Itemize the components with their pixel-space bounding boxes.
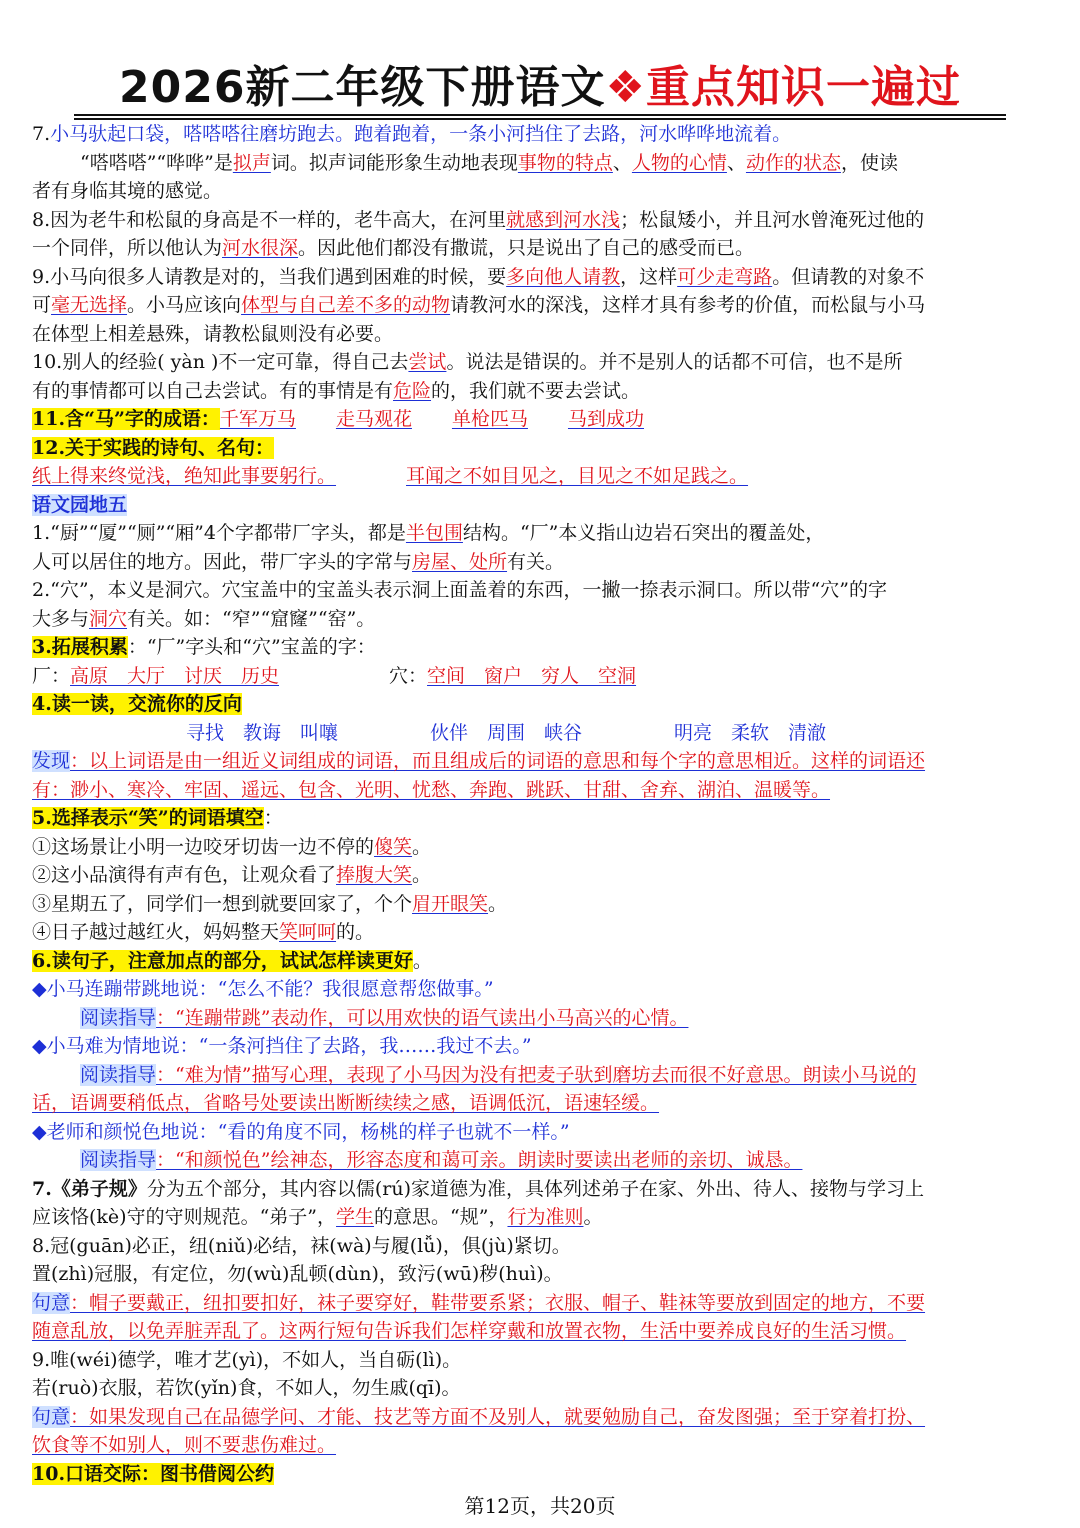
yuandi-6: 6.读句子，注意加点的部分，试试怎样读更好。 [32, 949, 432, 972]
para-7b: “嗒嗒嗒”“哗哗”是拟声词。拟声词能形象生动地表现事物的特点、人物的心情、动作的状态，使读 [80, 151, 898, 174]
yuandi-5-s1: ①这场景让小明一边咬牙切齿一边不停的傻笑。 [32, 835, 432, 858]
para-12-poems: 纸上得来终觉浅，绝知此事要躬行。 耳闻之不如目见之，目见之不如足践之。 [32, 465, 749, 487]
diamond-icon: ❖ [605, 62, 646, 113]
yuandi-9a: 9.唯(wéi)德学，唯才艺(yì)，不如人，当自砺(lì)。 [32, 1348, 462, 1371]
yuandi-8d: 随意乱放，以免弄脏弄乱了。这两行短句告诉我们怎样穿戴和放置衣物，生活中要养成良好的生活习惯。 [32, 1320, 907, 1342]
yuandi-4: 4.读一读，交流你的反向 [32, 693, 242, 715]
yuandi-3: 3.拓展积累：“厂”字头和“穴”宝盖的字： [32, 636, 376, 658]
yuandi-6-q2: ◆小马难为情地说：“一条河挡住了去路，我……我过不去。” [32, 1035, 532, 1057]
title-black-part: 2026新二年级下册语文 [119, 62, 606, 113]
yuandi-3-words: 厂：高原 大厅 讨厌 历史 穴：空间 窗户 穷人 空洞 [32, 664, 637, 687]
title-red-part: 重点知识一遍过 [645, 62, 961, 113]
yuandi-9b: 若(ruò)衣服，若饮(yǐn)食，不如人，勿生戚(qī)。 [32, 1377, 461, 1399]
page-title [0, 56, 1080, 120]
yuandi-6-q1: ◆小马连蹦带跳地说：“怎么不能？我很愿意帮您做事。” [32, 978, 494, 1000]
para-9b: 可毫无选择。小马应该向体型与自己差不多的动物请教河水的深浅，这样才具有参考的价值，而松鼠与小马 [32, 294, 926, 316]
para-9c: 在体型上相差悬殊，请教松鼠则没有必要。 [32, 322, 394, 345]
yuandi-4-words: 寻找 教诲 叫嚷 伙伴 周围 峡谷 明亮 柔软 清澈 [186, 721, 827, 744]
yuandi-8c: 句意：帽子要戴正，纽扣要扣好，袜子要穿好，鞋带要系紧；衣服、帽子、鞋袜等要放到固定的地方，不要 [32, 1291, 926, 1314]
yuandi-9c: 句意：如果发现自己在品德学问、才能、技艺等方面不及别人，就要勉励自己，奋发图强；至于穿着打扮、 [32, 1405, 926, 1428]
page-footer: 第12页，共20页 [464, 1494, 616, 1518]
yuandi-4-find: 发现：以上词语是由一组近义词组成的词语，而且组成后的词语的意思和每个字的意思相近。这样的词语还 [32, 750, 926, 772]
para-8a: 8.因为老牛和松鼠的身高是不一样的，老牛高大，在河里就感到河水浅；松鼠矮小，并且河水曾淹死过他的 [32, 208, 925, 231]
yuandi-10: 10.口语交际：图书借阅公约 [32, 1462, 275, 1485]
yuandi-6-g2b: 话，语调要稍低点，省略号处要读出断断续续之感，语调低沉，语速轻缓。 [32, 1092, 660, 1114]
para-12: 12.关于实践的诗句、名句： [32, 436, 275, 459]
yuandi-1b: 人可以居住的地方。因此，带厂字头的字常与房屋、处所有关。 [32, 550, 565, 573]
yuandi-9d: 饮食等不如别人，则不要悲伤难过。 [32, 1434, 337, 1456]
yuandi-5-s3: ③星期五了，同学们一想到就要回家了，个个眉开眼笑。 [32, 892, 508, 915]
para-7c: 者有身临其境的感觉。 [32, 180, 223, 202]
yuandi-4-find-2: 有：渺小、寒冷、牢固、遥远、包含、光明、忧愁、奔跑、跳跃、甘甜、舍弃、湖泊、温暖等。 [32, 778, 831, 801]
para-9a: 9.小马向很多人请教是对的，当我们遇到困难的时候，要多向他人请教，这样可少走弯路。但请教的对象不 [32, 265, 925, 288]
yuandi-8a: 8.冠(guān)必正，纽(niǔ)必结，袜(wà)与履(lǚ)，俱(jù)紧切。 [32, 1234, 571, 1257]
yuandi-7b: 应该恪(kè)守的守则规范。“弟子”，学生的意思。“规”，行为准则。 [32, 1206, 603, 1228]
yuandi-2b: 大多与洞穴有关。如：“窄”“窟窿”“窑”。 [32, 607, 376, 630]
yuandi-1a: 1.“厨”“厦”“厕”“厢”4个字都带厂字头，都是半包围结构。“厂”本义指山边岩石突出的覆盖处， [32, 522, 825, 544]
yuandi-8b: 置(zhì)冠服，有定位，勿(wù)乱顿(dùn)，致污(wū)秽(huì)。 [32, 1263, 563, 1285]
yuandi-7a: 7.《弟子规》分为五个部分，其内容以儒(rú)家道德为准，具体列述弟子在家、外出、待人、接物与学习上 [32, 1177, 925, 1200]
yuandi-5-s4: ④日子越过越红火，妈妈整天笑呵呵的。 [32, 921, 375, 943]
yuandi-6-g3: 阅读指导：“和颜悦色”绘神态，形容态度和蔼可亲。朗读时要读出老师的亲切、诚恳。 [80, 1149, 803, 1171]
yuandi-6-g1: 阅读指导：“连蹦带跳”表动作，可以用欢快的语气读出小马高兴的心情。 [80, 1006, 689, 1029]
title-underline [74, 114, 1006, 116]
para-10a: 10.别人的经验( yàn )不一定可靠，得自己去尝试。说法是错误的。并不是别人的话都不可信，也不是所 [32, 351, 903, 373]
yuandi-5-s2: ②这小品演得有声有色，让观众看了捧腹大笑。 [32, 864, 432, 886]
para-8b: 一个同伴，所以他认为河水很深。因此他们都没有撒谎，只是说出了自己的感受而已。 [32, 237, 755, 259]
para-11: 11.含“马”字的成语：千军万马 走马观花 单枪匹马 马到成功 [32, 408, 644, 430]
yuandi-2a: 2.“穴”，本义是洞穴。穴宝盖中的宝盖头表示洞上面盖着的东西，一撇一捺表示洞口。所以带“穴”的字 [32, 579, 887, 601]
yuandi-6-q3: ◆老师和颜悦色地说：“看的角度不同，杨桃的样子也就不一样。” [32, 1120, 570, 1143]
para-10b: 有的事情都可以自己去尝试。有的事情是有危险的，我们就不要去尝试。 [32, 379, 641, 402]
para-7: 7.小马驮起口袋，嗒嗒嗒往磨坊跑去。跑着跑着，一条小河挡住了去路，河水哗哗地流着。 [32, 123, 792, 145]
section-heading: 语文园地五 [32, 493, 128, 516]
yuandi-5: 5.选择表示“笑”的词语填空： [32, 807, 283, 829]
yuandi-6-g2: 阅读指导：“难为情”描写心理，表现了小马因为没有把麦子驮到磨坊去而很不好意思。朗读小马说的 [80, 1063, 917, 1086]
content [32, 120, 1052, 1488]
